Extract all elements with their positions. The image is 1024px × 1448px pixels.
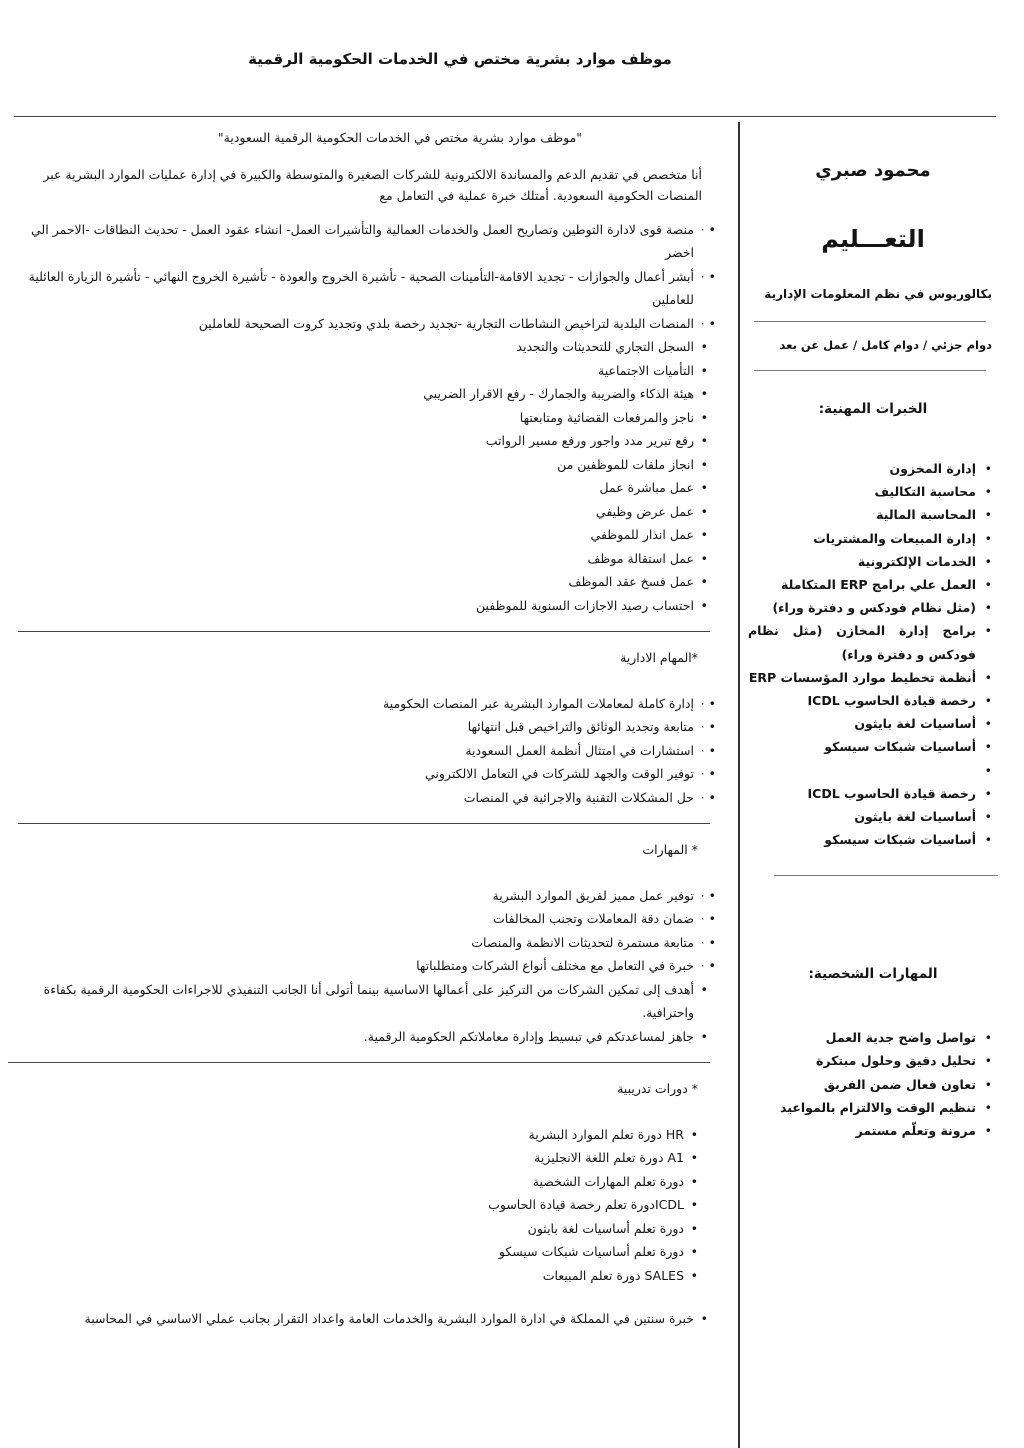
list-item: • عمل مباشرة عمل [18,476,694,500]
sidebar-divider [754,321,986,322]
top-divider [14,116,996,117]
list-item: • تحليل دقيق وحلول مبتكرة [748,1049,976,1072]
list-item: • إدارة المبيعات والمشتريات [748,527,976,550]
intro-paragraph: أنا متخصص في تقديم الدعم والمساندة الالكترونية للشركات الصغيرة والمتوسطة والكبيرة في إدارة عمليات الموارد البشرية عبر المنصات الحكومية السعودية. أمتلك خبرة عملية في التعامل مع [43,166,702,203]
list-item: • المحاسبة المالية [748,503,976,526]
list-item: • تعاون فعال ضمن الفريق [748,1073,976,1096]
list-item: • دورة تعلم أساسيات شبكات سيسكو [18,1240,684,1264]
list-item: • أساسيات لغة بايثون [748,805,976,828]
list-item: • ناجز والمرفعات القضائية ومتابعتها [18,406,694,430]
admin-tasks-heading: *المهام الادارية [620,650,698,665]
admin-tasks-list [18,692,710,810]
list-item: • دورة تعلم المهارات الشخصية [18,1170,684,1194]
list-item: • هيئة الذكاء والضريبة والجمارك - رفع الاقرار الضريبي [18,382,694,406]
sidebar-divider [774,875,998,876]
courses-list [18,1123,710,1288]
list-item: • أساسيات لغة بايثون [748,712,976,735]
list-item: • SALES دورة تعلم المبيعات [18,1264,684,1288]
page-title: موظف موارد بشرية مختص في الخدمات الحكومية الرقمية [248,50,672,68]
experience-list [18,1307,710,1331]
list-item: • عمل انذار للموظفي [18,523,694,547]
list-item: • · توفير عمل مميز لفريق الموارد البشرية [18,884,694,908]
list-item: • السجل التجاري للتحديثات والتجديد [18,335,694,359]
skills-list [18,884,710,1049]
candidate-name: محمود صبري [815,160,931,181]
list-item: • رفع تبرير مدد واجور ورفع مسير الرواتب [18,429,694,453]
list-item: • · منصة قوى لادارة التوطين وتصاريح العمل والخدمات العمالية والتأشيرات العمل- انشاء عقود العمل - تحديث النطاقات -الاحمر الي اخضر [18,218,694,265]
sidebar-divider [754,370,986,371]
list-item: • A1 دورة تعلم اللغة الانجليزية [18,1146,684,1170]
list-item: • إدارة المخزون [748,457,976,480]
list-item: • HR دورة تعلم الموارد البشرية [18,1123,684,1147]
work-types: دوام جزئي / دوام كامل / عمل عن بعد [779,338,992,352]
list-item: • رخصة قيادة الحاسوب ICDL [748,689,976,712]
list-item: • برامج إدارة المخازن (مثل نظام فودكس و دفترة وراء) [748,619,976,665]
list-item: • (مثل نظام فودكس و دفترة وراء) [748,596,976,619]
experience-heading: الخبرات المهنية: [818,401,928,417]
ready-item: • جاهز لمساعدتكم في تبسيط وإدارة معاملاتكم الحكومية الرقمية. [18,1025,694,1049]
list-item: • محاسبة التكاليف [748,480,976,503]
list-item: • عمل استقالة موظف [18,547,694,571]
list-item: • أنظمة تخطيط موارد المؤسسات ERP [748,666,976,689]
list-item: • تنظيم الوقت والالتزام بالمواعيد [748,1096,976,1119]
section-divider [8,1062,710,1063]
list-item: • عمل فسخ عقد الموظف [18,570,694,594]
courses-heading: * دورات تدريبية [617,1081,698,1096]
list-item: • · المنصات البلدية لتراخيص النشاطات التجارية -تجديد رخصة بلدي وتجديد كروت الصحيحة للعاملين [18,312,694,336]
list-item: • أساسيات شبكات سيسكو [748,828,976,851]
list-item: • تواصل واضح جدية العمل [748,1026,976,1049]
list-item: • · خبرة في التعامل مع مختلف أنواع الشركات ومتطلباتها [18,954,694,978]
list-item: • التأميات الاجتماعية [18,359,694,383]
list-item: • · أبشر أعمال والجوازات - تجديد الاقامة-التأمينات الصحية - تأشيرة الخروج والعودة - تأشيرة الخروج النهائي - تأشيرة الزيارة العائلية للعاملين [18,265,694,312]
goal-item: • أهدف إلى تمكين الشركات من التركيز على أعمالها الاساسية بينما أتولى أنا الجانب التنفيذي للاجراءات الحكومية الرقمية بكفاءة واحترافية. [18,978,694,1025]
list-item: • دورة تعلم أساسيات لغة بايثون [18,1217,684,1241]
list-item [748,759,976,782]
list-item: • · توفير الوقت والجهد للشركات في التعامل الالكتروني [18,762,694,786]
list-item: • انجاز ملفات للموظفين من [18,453,694,477]
platforms-list [18,218,710,618]
list-item: • · ضمان دقة المعاملات وتجنب المخالفات [18,907,694,931]
list-item: • · متابعة وتجديد الوثائق والتراخيص قبل انتهائها [18,715,694,739]
experience-skills-list [748,457,998,851]
list-item: • ICDLدورة تعلم رخصة قيادة الحاسوب [18,1193,684,1217]
list-item: • رخصة قيادة الحاسوب ICDL [748,782,976,805]
list-item: • · متابعة مستمرة لتحديثات الانظمة والمنصات [18,931,694,955]
sidebar-border [738,122,740,1448]
list-item: • أساسيات شبكات سيسكو [748,735,976,758]
education-heading: التعـــليم [821,225,925,253]
personal-skills-list [748,1026,998,1142]
skills-heading: * المهارات [642,842,698,857]
list-item: • احتساب رصيد الاجازات السنوية للموظفين [18,594,694,618]
section-divider [18,631,710,632]
list-item: • الخدمات الإلكترونية [748,550,976,573]
experience-item: • خبرة سنتين في المملكة في ادارة الموارد البشرية والخدمات العامة واعداد التقرار بجانب عملي الاساسي في المحاسبة [18,1307,694,1331]
list-item: • العمل علي برامج ERP المتكاملة [748,573,976,596]
list-item: • · إدارة كاملة لمعاملات الموارد البشرية عبر المنصات الحكومية [18,692,694,716]
personal-skills-heading: المهارات الشخصية: [808,966,938,983]
main-column [18,126,710,1331]
headline: "موظف موارد بشرية مختص في الخدمات الحكومية الرقمية السعودية" [217,130,582,145]
list-item: • · حل المشكلات التقنية والاجرائية في المنصات [18,786,694,810]
list-item: • مرونة وتعلّم مستمر [748,1119,976,1142]
sidebar [748,150,998,1142]
section-divider [18,823,710,824]
list-item: • عمل عرض وظيفي [18,500,694,524]
list-item: • · استشارات في امتثال أنظمة العمل السعودية [18,739,694,763]
degree: بكالوريوس في نظم المعلومات الإدارية [764,287,992,301]
